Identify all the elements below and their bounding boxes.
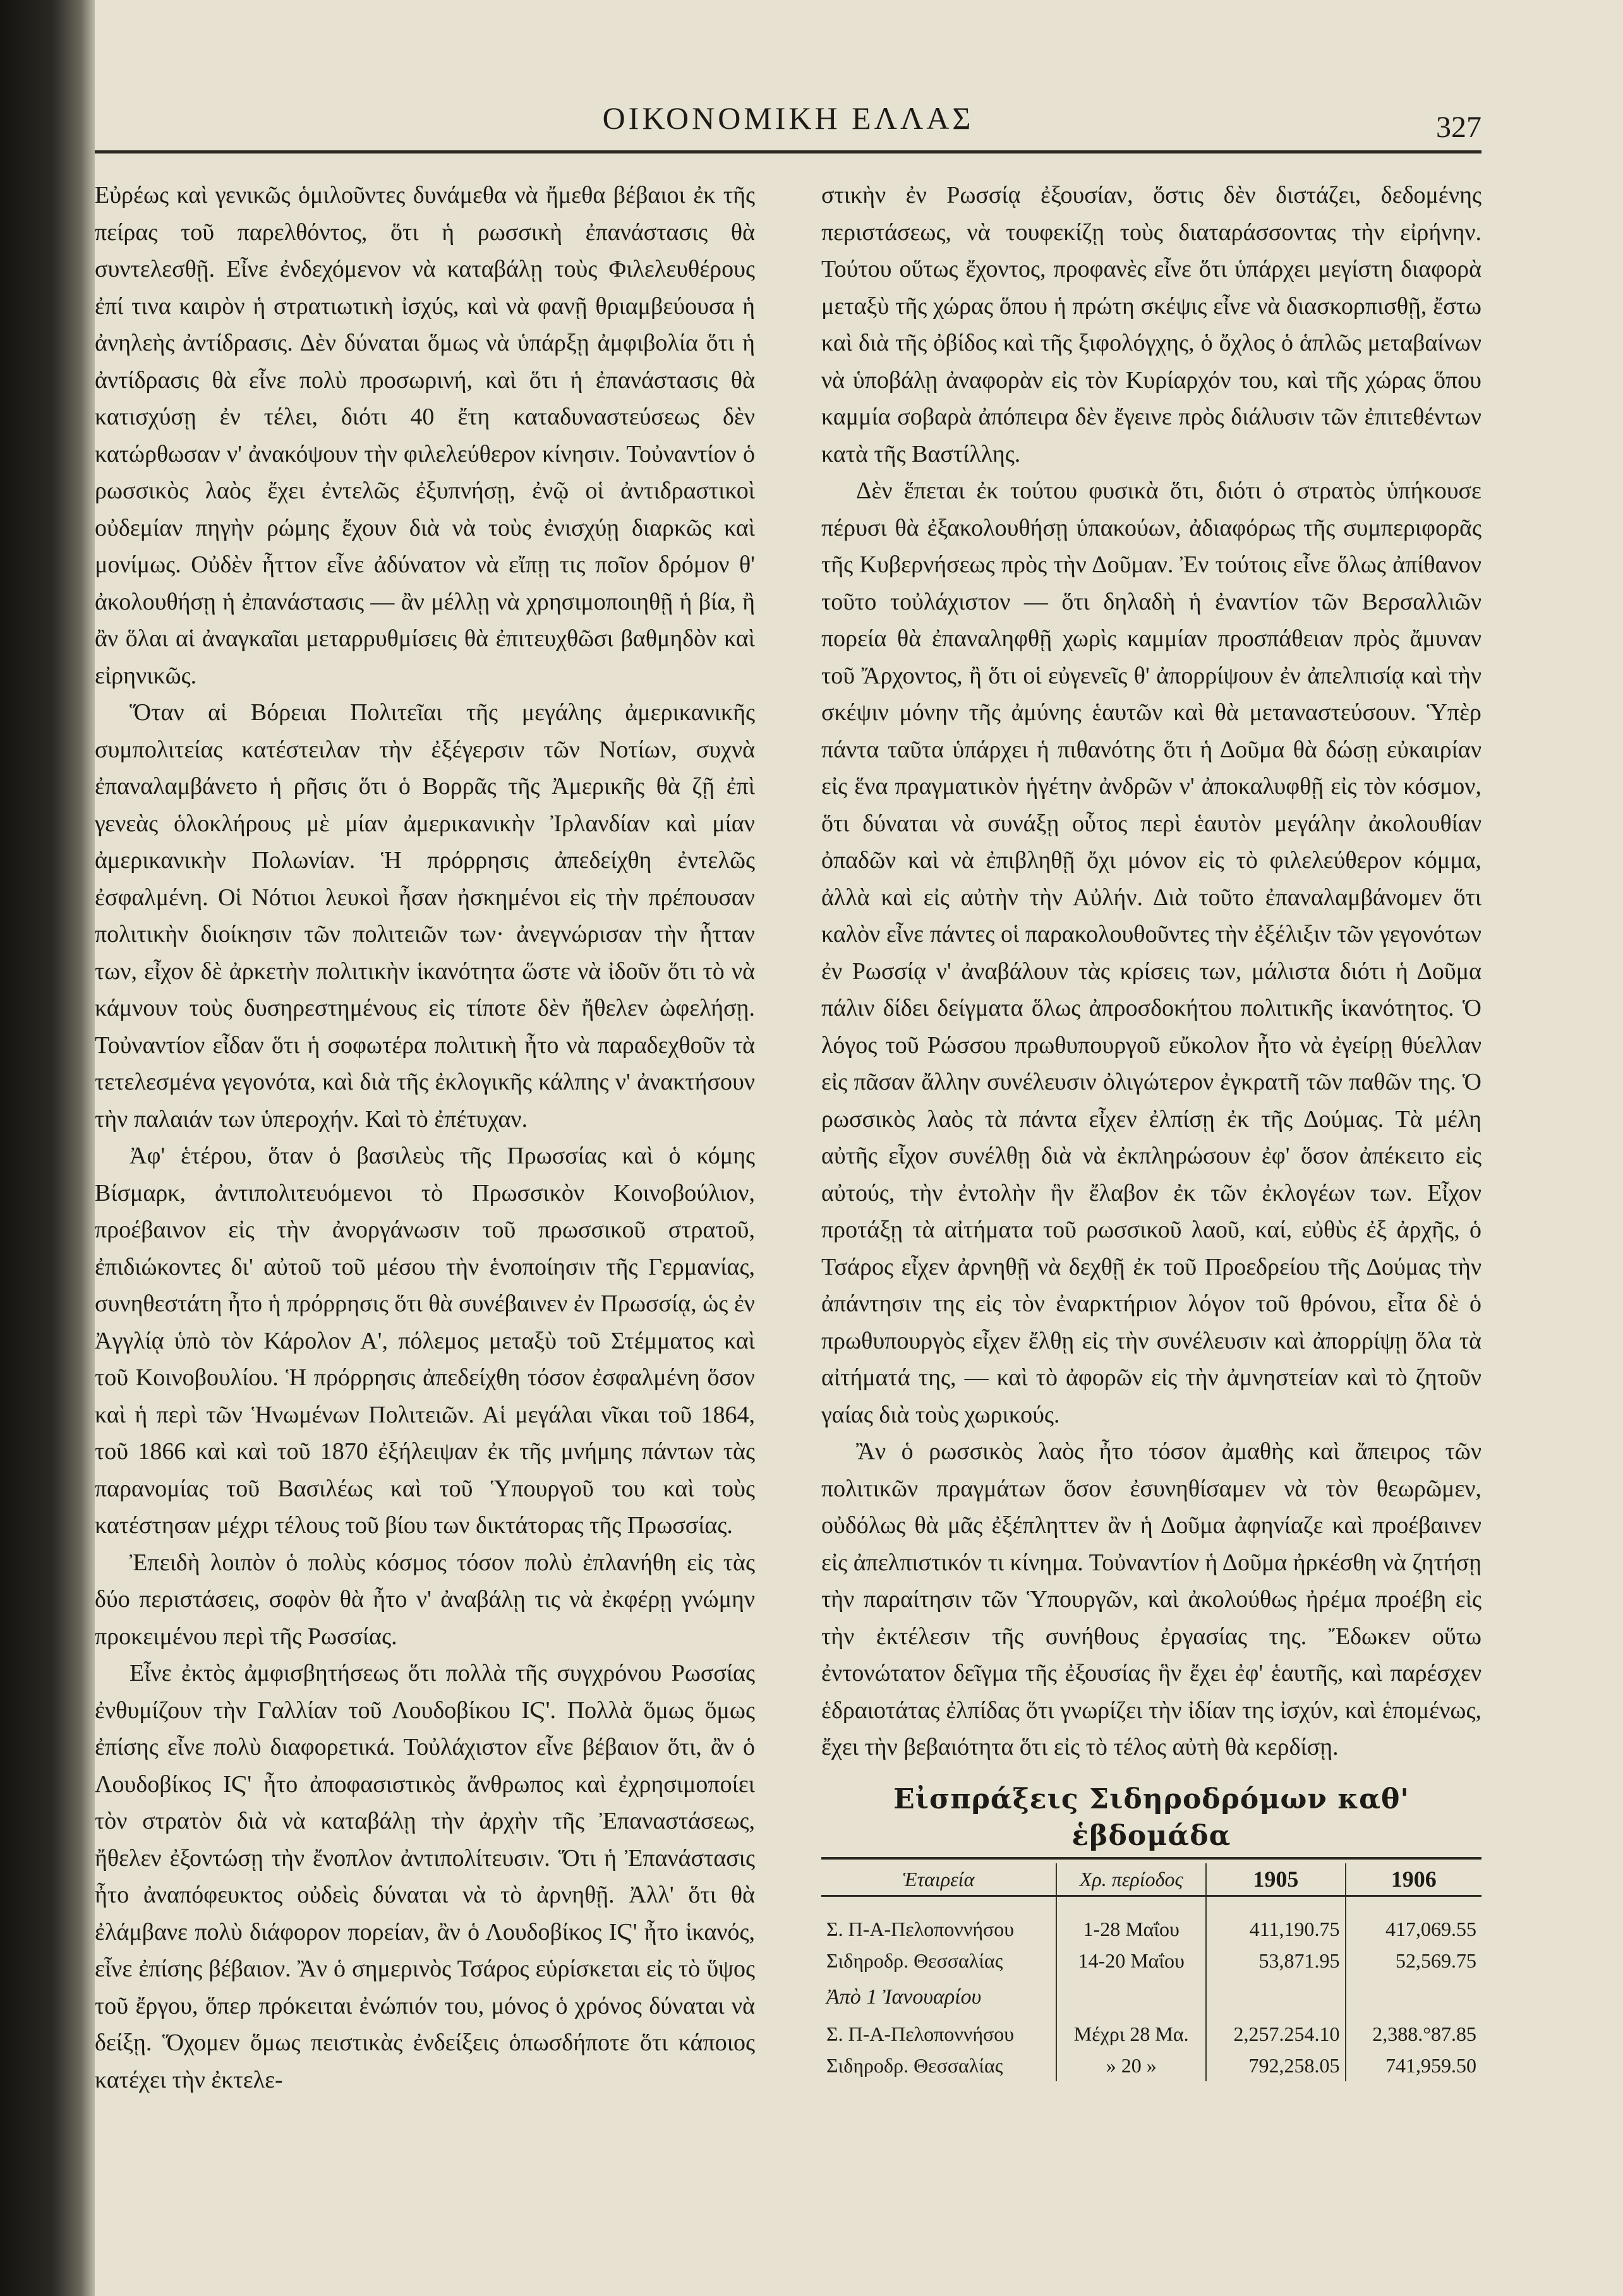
paragraph: Ἐπειδὴ λοιπὸν ὁ πολὺς κόσμος τόσον πολὺ ἐπλανήθη εἰς τὰς δύο περιστάσεις, σοφὸν θὰ ἦτο ν' ἀναβάλῃ τις νὰ ἐκφέρῃ γνώμην προκειμένου περὶ τῆς Ρωσσίας.: [95, 1549, 755, 1650]
period-cell: 1-28 Μαΐου: [1056, 1913, 1206, 1945]
company-cell: Σιδηροδρ. Θεσσαλίας: [826, 2053, 1003, 2077]
company-cell: Σιδηροδρ. Θεσσαλίας: [826, 1949, 1003, 1972]
cumulative-label: Ἀπὸ 1 Ἰανουαρίου: [826, 1985, 982, 2009]
value-1906-cell: 2,388.°87.85: [1346, 2018, 1481, 2050]
value-1905-cell: 2,257.254.10: [1206, 2018, 1345, 2050]
company-cell: Σ. Π-Α-Πελοποννήσου: [826, 2022, 1015, 2045]
period-cell: 14-20 Μαΐου: [1056, 1945, 1206, 1976]
value-1905-cell: 53,871.95: [1206, 1945, 1345, 1976]
company-cell: Σ. Π-Α-Πελοποννήσου: [826, 1917, 1015, 1940]
column-header-1906: 1906: [1346, 1863, 1481, 1896]
value-1906-cell: 417,069.55: [1346, 1913, 1481, 1945]
period-cell: Μέχρι 28 Μα.: [1056, 2018, 1206, 2050]
paragraph: στικὴν ἐν Ρωσσίᾳ ἐξουσίαν, ὅστις δὲν διστάζει, δεδομένης περιστάσεως, νὰ τουφεκίζῃ τοὺς διαταράσσοντας τὴν εἰρήνην. Τούτου οὕτως ἔχοντος, προφανὲς εἶνε ὅτι ὑπάρχει μεγίστη διαφορὰ μεταξὺ τῆς χώρας ὅπου ἡ πρώτη σκέψις εἶνε νὰ διασκορπισθῇ, ἔστω καὶ διὰ τῆς ὀβίδος καὶ τῆς ξιφολόγχης, ὁ ὄχλος ὁ ἁπλῶς μεταβαίνων νὰ ὑποβάλῃ ἀναφορὰν εἰς τὸν Κυρίαρχόν του, καὶ τῆς χώρας ὅπου καμμία σοβαρὰ ἀπόπειρα δὲν ἔγεινε πρὸς διάλυσιν τῶν ἐπιτεθέντων κατὰ τῆς Βαστίλλης.: [821, 182, 1481, 467]
value-1905-cell: 411,190.75: [1206, 1913, 1345, 1945]
paragraph: Ἀφ' ἑτέρου, ὅταν ὁ βασιλεὺς τῆς Πρωσσίας καὶ ὁ κόμης Βίσμαρκ, ἀντιπολιτευόμενοι τὸ Πρωσσικὸν Κοινοβούλιον, προέβαινον εἰς τὴν ἀνοργάνωσιν τοῦ πρωσσικοῦ στρατοῦ, ἐπιδιώκοντες δι' αὐτοῦ τοῦ μέσου τὴν ἑνοποίησιν τῆς Γερμανίας, συνηθεστάτη ἦτο ἡ πρόρρησις ὅτι θὰ συνέβαινεν ἐν Πρωσσίᾳ, ὡς ἐν Ἀγγλίᾳ ὑπὸ τὸν Κάρολον Α', πόλεμος μεταξὺ τοῦ Στέμματος καὶ τοῦ Κοινοβουλίου. Ἡ πρόρρησις ἀπεδείχθη τόσον ἐσφαλμένη ὅσον καὶ ἡ περὶ τῶν Ἡνωμένων Πολιτειῶν. Αἱ μεγάλαι νῖκαι τοῦ 1864, τοῦ 1866 καὶ καὶ τοῦ 1870 ἐξήλειψαν ἐκ τῆς μνήμης πάντων τὰς παρανομίας τοῦ Βασιλέως καὶ τοῦ Ὑπουργοῦ του καὶ τοὺς κατέστησαν μέχρι τέλους τοῦ βίου των δικτάτορας τῆς Πρωσσίας.: [95, 1143, 755, 1539]
railway-revenue-table: [821, 1863, 1481, 2081]
paragraph: Εἶνε ἐκτὸς ἀμφισβητήσεως ὅτι πολλὰ τῆς συγχρόνου Ρωσσίας ἐνθυμίζουν τὴν Γαλλίαν τοῦ Λουδοβίκου ΙϚ'. Πολλὰ ὅμως ὅμως ἐπίσης εἶνε πολὺ διαφορετικά. Τοὐλάχιστον εἶνε βέβαιον ὅτι, ἂν ὁ Λουδοβίκος ΙϚ' ἦτο ἀποφασιστικὸς ἄνθρωπος καὶ ἐχρησιμοποίει τὸν στρατὸν διὰ νὰ καταβάλῃ τὴν ἀρχὴν τῆς Ἐπαναστάσεως, ἤθελεν ἐξοντώσῃ τὴν ἔνοπλον ἀντιπολίτευσιν. Ὅτι ἡ Ἐπανάστασις ἦτο ἀναπόφευκτος οὐδεὶς δύναται νὰ τὸ ἀρνηθῇ. Ἀλλ' ὅτι θὰ ἐλάμβανε πολὺ διάφορον πορείαν, ἂν ὁ Λουδοβίκος ΙϚ' ἦτο ἱκανός, εἶνε ἐπίσης βέβαιον. Ἂν ὁ σημερινὸς Τσάρος εὑρίσκεται εἰς τὸ ὕψος τοῦ ἔργου, ὅπερ πρόκειται ἐνώπιόν του, μόνος ὁ χρόνος δύναται νὰ δείξῃ. Ὅχομεν ὅμως πειστικὰς ἐνδείξεις ὁπωσδήποτε ὅτι κάποιος κατέχει τὴν ἐκτελε-: [95, 1660, 755, 2093]
column-header-period: Χρ. περίοδος: [1056, 1863, 1206, 1896]
table-row: [821, 1913, 1481, 1945]
table-subheading-row: [821, 1976, 1481, 2018]
railway-revenue-table-block: [821, 1781, 1481, 2081]
column-header-company: Ἑταιρεία: [821, 1863, 1056, 1896]
value-1905-cell: 792,258.05: [1206, 2050, 1345, 2081]
table-header-row: [821, 1863, 1481, 1896]
paragraph: Εὐρέως καὶ γενικῶς ὁμιλοῦντες δυνάμεθα νὰ ἤμεθα βέβαιοι ἐκ τῆς πείρας τοῦ παρελθόντος, ὅτι ἡ ρωσσικὴ ἐπανάστασις θὰ συντελεσθῇ. Εἶνε ἐνδεχόμενον νὰ καταβάλῃ τοὺς Φιλελευθέρους ἐπί τινα καιρὸν ἡ στρατιωτικὴ ἰσχύς, καὶ νὰ φανῇ θριαμβεύουσα ἡ ἀνηλεὴς ἀντίδρασις. Δὲν δύναται ὅμως νὰ ὑπάρξῃ ἀμφιβολία ὅτι ἡ ἀντίδρασις θὰ εἶνε πολὺ προσωρινή, καὶ ὅτι ἡ ἐπανάστασις θὰ κατισχύσῃ ἐν τέλει, διότι 40 ἔτη καταδυναστεύσεως δὲν κατώρθωσαν ν' ἀνακόψουν τὴν φιλελεύθερον κίνησιν. Τοὐναντίον ὁ ρωσσικὸς λαὸς ἔχει ἐντελῶς ἐξυπνήσῃ, ἐνῷ οἱ ἀντιδραστικοὶ οὐδεμίαν πηγὴν ρώμης ἔχουν διὰ νὰ τοὺς ἐνισχύῃ διαρκῶς καὶ μονίμως. Οὐδὲν ἧττον εἶνε ἀδύνατον νὰ εἴπῃ τις ποῖον δρόμον θ' ἀκολουθήσῃ ἡ ἐπανάστασις — ἂν μέλλῃ νὰ χρησιμοποιηθῇ ἡ βία, ἢ ἂν ὅλαι αἱ ἀναγκαῖαι μεταρρυθμίσεις θὰ ἐπιτευχθῶσι βαθμηδὸν καὶ εἰρηνικῶς.: [95, 182, 755, 689]
value-1906-cell: 52,569.75: [1346, 1945, 1481, 1976]
paragraph: Ὅταν αἱ Βόρειαι Πολιτεῖαι τῆς μεγάλης ἀμερικανικῆς συμπολιτείας κατέστειλαν τὴν ἐξέγερσιν τῶν Νοτίων, συχνὰ ἐπαναλαμβάνετο ἡ ρῆσις ὅτι ὁ Βορρᾶς τῆς Ἀμερικῆς θὰ ζῇ ἐπὶ γενεὰς ὁλοκλήρους μὲ μίαν ἀμερικανικὴν Ἰρλανδίαν καὶ μίαν ἀμερικανικὴν Πολωνίαν. Ἡ πρόρρησις ἀπεδείχθη ἐντελῶς ἐσφαλμένη. Οἱ Νότιοι λευκοὶ ἦσαν ἠσκημένοι εἰς τὴν πρέπουσαν πολιτικὴν διοίκησιν τῶν πολιτειῶν των· ἀνεγνώρισαν τὴν ἧτταν των, εἶχον δὲ ἀρκετὴν πολιτικὴν ἱκανότητα ὥστε νὰ ἰδοῦν ὅτι τὸ νὰ κάμνουν τοὺς δυσηρεστημένους εἰς τίποτε δὲν ἤθελεν ὠφελήσῃ. Τοὐναντίον εἶδαν ὅτι ἡ σοφωτέρα πολιτικὴ ἦτο νὰ παραδεχθοῦν τὰ τετελεσμένα γεγονότα, καὶ διὰ τῆς ἐκλογικῆς κάλπης ν' ἀνακτήσουν τὴν παλαιάν των ὑπεροχήν. Καὶ τὸ ἐπέτυχαν.: [95, 699, 755, 1133]
paragraph: Ἂν ὁ ρωσσικὸς λαὸς ἦτο τόσον ἀμαθὴς καὶ ἄπειρος τῶν πολιτικῶν πραγμάτων ὅσον ἐσυνηθίσαμεν νὰ τὸν θεωρῶμεν, οὐδόλως θὰ μᾶς ἐξέπληττεν ἂν ἡ Δοῦμα ἀφηνίαζε καὶ προέβαινεν εἰς ἀπελπιστικόν τι κίνημα. Τοὐναντίον ἡ Δοῦμα ἠρκέσθη νὰ ζητήσῃ τὴν παραίτησιν τῶν Ὑπουργῶν, καὶ ἀκολούθως ἠρέμα προέβη εἰς τὴν ἐκτέλεσιν τῆς συνήθους ἐργασίας της. Ἔδωκεν οὕτω ἐντονώτατον δεῖγμα τῆς ἐξουσίας ἣν ἔχει ἐφ' ἑαυτῆς, καὶ παρέσχεν ἑδραιοτάτας ἐλπίδας ὅτι γνωρίζει τὴν ἰδίαν της ἰσχύν, καὶ ἑπομένως, ἔχει τὴν βεβαιότητα ὅτι εἰς τὸ τέλος αὐτὴ θὰ κερδίσῃ.: [821, 1438, 1481, 1760]
page-number: 327: [1436, 111, 1481, 144]
right-column: [821, 177, 1481, 2081]
table-spacer: [821, 1896, 1481, 1913]
column-header-1905: 1905: [1206, 1863, 1345, 1896]
paragraph: Δὲν ἕπεται ἐκ τούτου φυσικὰ ὅτι, διότι ὁ στρατὸς ὑπήκουσε πέρυσι θὰ ἐξακολουθήσῃ ὑπακούων, ἀδιαφόρως τῆς συμπεριφορᾶς τῆς Κυβερνήσεως πρὸς τὴν Δοῦμαν. Ἐν τούτοις εἶνε ὅλως ἀπίθανον τοῦτο τοὐλάχιστον — ὅτι δηλαδὴ ἡ ἐναντίον τῶν Βερσαλλιῶν πορεία θὰ ἐπαναληφθῇ χωρὶς καμμίαν προσπάθειαν πρὸς ἄμυναν τοῦ Ἄρχοντος, ἢ ὅτι οἱ εὐγενεῖς θ' ἀπορρίψουν ἐν ἀπελπισίᾳ καὶ τὴν σκέψιν μόνην τῆς ἀμύνης ἑαυτῶν καὶ θὰ μεταναστεύσουν. Ὑπὲρ πάντα ταῦτα ὑπάρχει ἡ πιθανότης ὅτι ἡ Δοῦμα θὰ δώσῃ εὐκαιρίαν εἰς ἕνα πραγματικὸν ἡγέτην ἀνδρῶν ν' ἀποκαλυφθῇ εἰς τὸν κόσμον, ὅτι δύναται νὰ συνάξῃ οὗτος περὶ ἑαυτὸν μεγάλην ἀκολουθίαν ὀπαδῶν καὶ νὰ ἐπιβληθῇ ὄχι μόνον εἰς τὸ φιλελεύθερον κόμμα, ἀλλὰ καὶ εἰς αὐτὴν τὴν Αὐλήν. Διὰ τοῦτο ἐπαναλαμβάνομεν ὅτι καλὸν εἶνε πάντες οἱ παρακολουθοῦντες τὴν ἐξέλιξιν τῶν γεγονότων ἐν Ρωσσίᾳ ν' ἀναβάλουν τὰς κρίσεις των, μάλιστα διότι ἡ Δοῦμα πάλιν δίδει δείγματα ὅλως ἀπροσδοκήτου πολιτικῆς ἱκανότητος. Ὁ λόγος τοῦ Ρώσσου πρωθυπουργοῦ εὔκολον ἦτο νὰ ἐγείρῃ θύελλαν εἰς πᾶσαν ἄλλην συνέλευσιν ὀλιγώτερον ἐγκρατῆ τῶν παθῶν της. Ὁ ρωσσικὸς λαὸς τὰ πάντα εἶχεν ἐλπίσῃ ἐκ τῆς Δούμας. Τὰ μέλη αὐτῆς εἶχον συνέλθῃ διὰ νὰ ἐκπληρώσουν ἐφ' ὅσον ἀπέκειτο εἰς αὐτούς, τὴν ἐντολὴν ἣν ἔλαβον ἐκ τῶν ἐκλογέων των. Εἶχον προτάξῃ τὰ αἰτήματα τοῦ ρωσσικοῦ λαοῦ, καί, εὐθὺς ἐξ ἀρχῆς, ὁ Τσάρος εἶχεν ἀρνηθῇ νὰ δεχθῇ ἐκ τοῦ Προεδρείου τῆς Δούμας τὴν ἀπάντησιν της εἰς τὸν ἐναρκτήριον λόγον τοῦ θρόνου, εἶτα δὲ ὁ πρωθυπουργὸς εἶχεν ἔλθῃ εἰς τὴν συνέλευσιν καὶ ἀπορρίψῃ ὅλα τὰ αἰτήματά της, — καὶ τὸ ἀφορῶν εἰς τὴν ἀμνηστείαν καὶ τὸ ζητοῦν γαίας διὰ τοὺς χωρικούς.: [821, 478, 1481, 1428]
value-1906-cell: 741,959.50: [1346, 2050, 1481, 2081]
page-header: [95, 95, 1481, 145]
table-row: [821, 1945, 1481, 1976]
header-rule: [95, 150, 1481, 153]
period-cell: » 20 »: [1056, 2050, 1206, 2081]
table-row: [821, 2018, 1481, 2050]
book-binding-shadow: [0, 0, 95, 2296]
left-column: [95, 177, 755, 2098]
table-title: Εἰσπράξεις Σιδηροδρόμων καθ' ἑβδομάδα: [821, 1781, 1481, 1860]
running-title: ΟΙΚΟΝΟΜΙΚΗ ΕΛΛΑΣ: [602, 100, 974, 136]
table-row: [821, 2050, 1481, 2081]
